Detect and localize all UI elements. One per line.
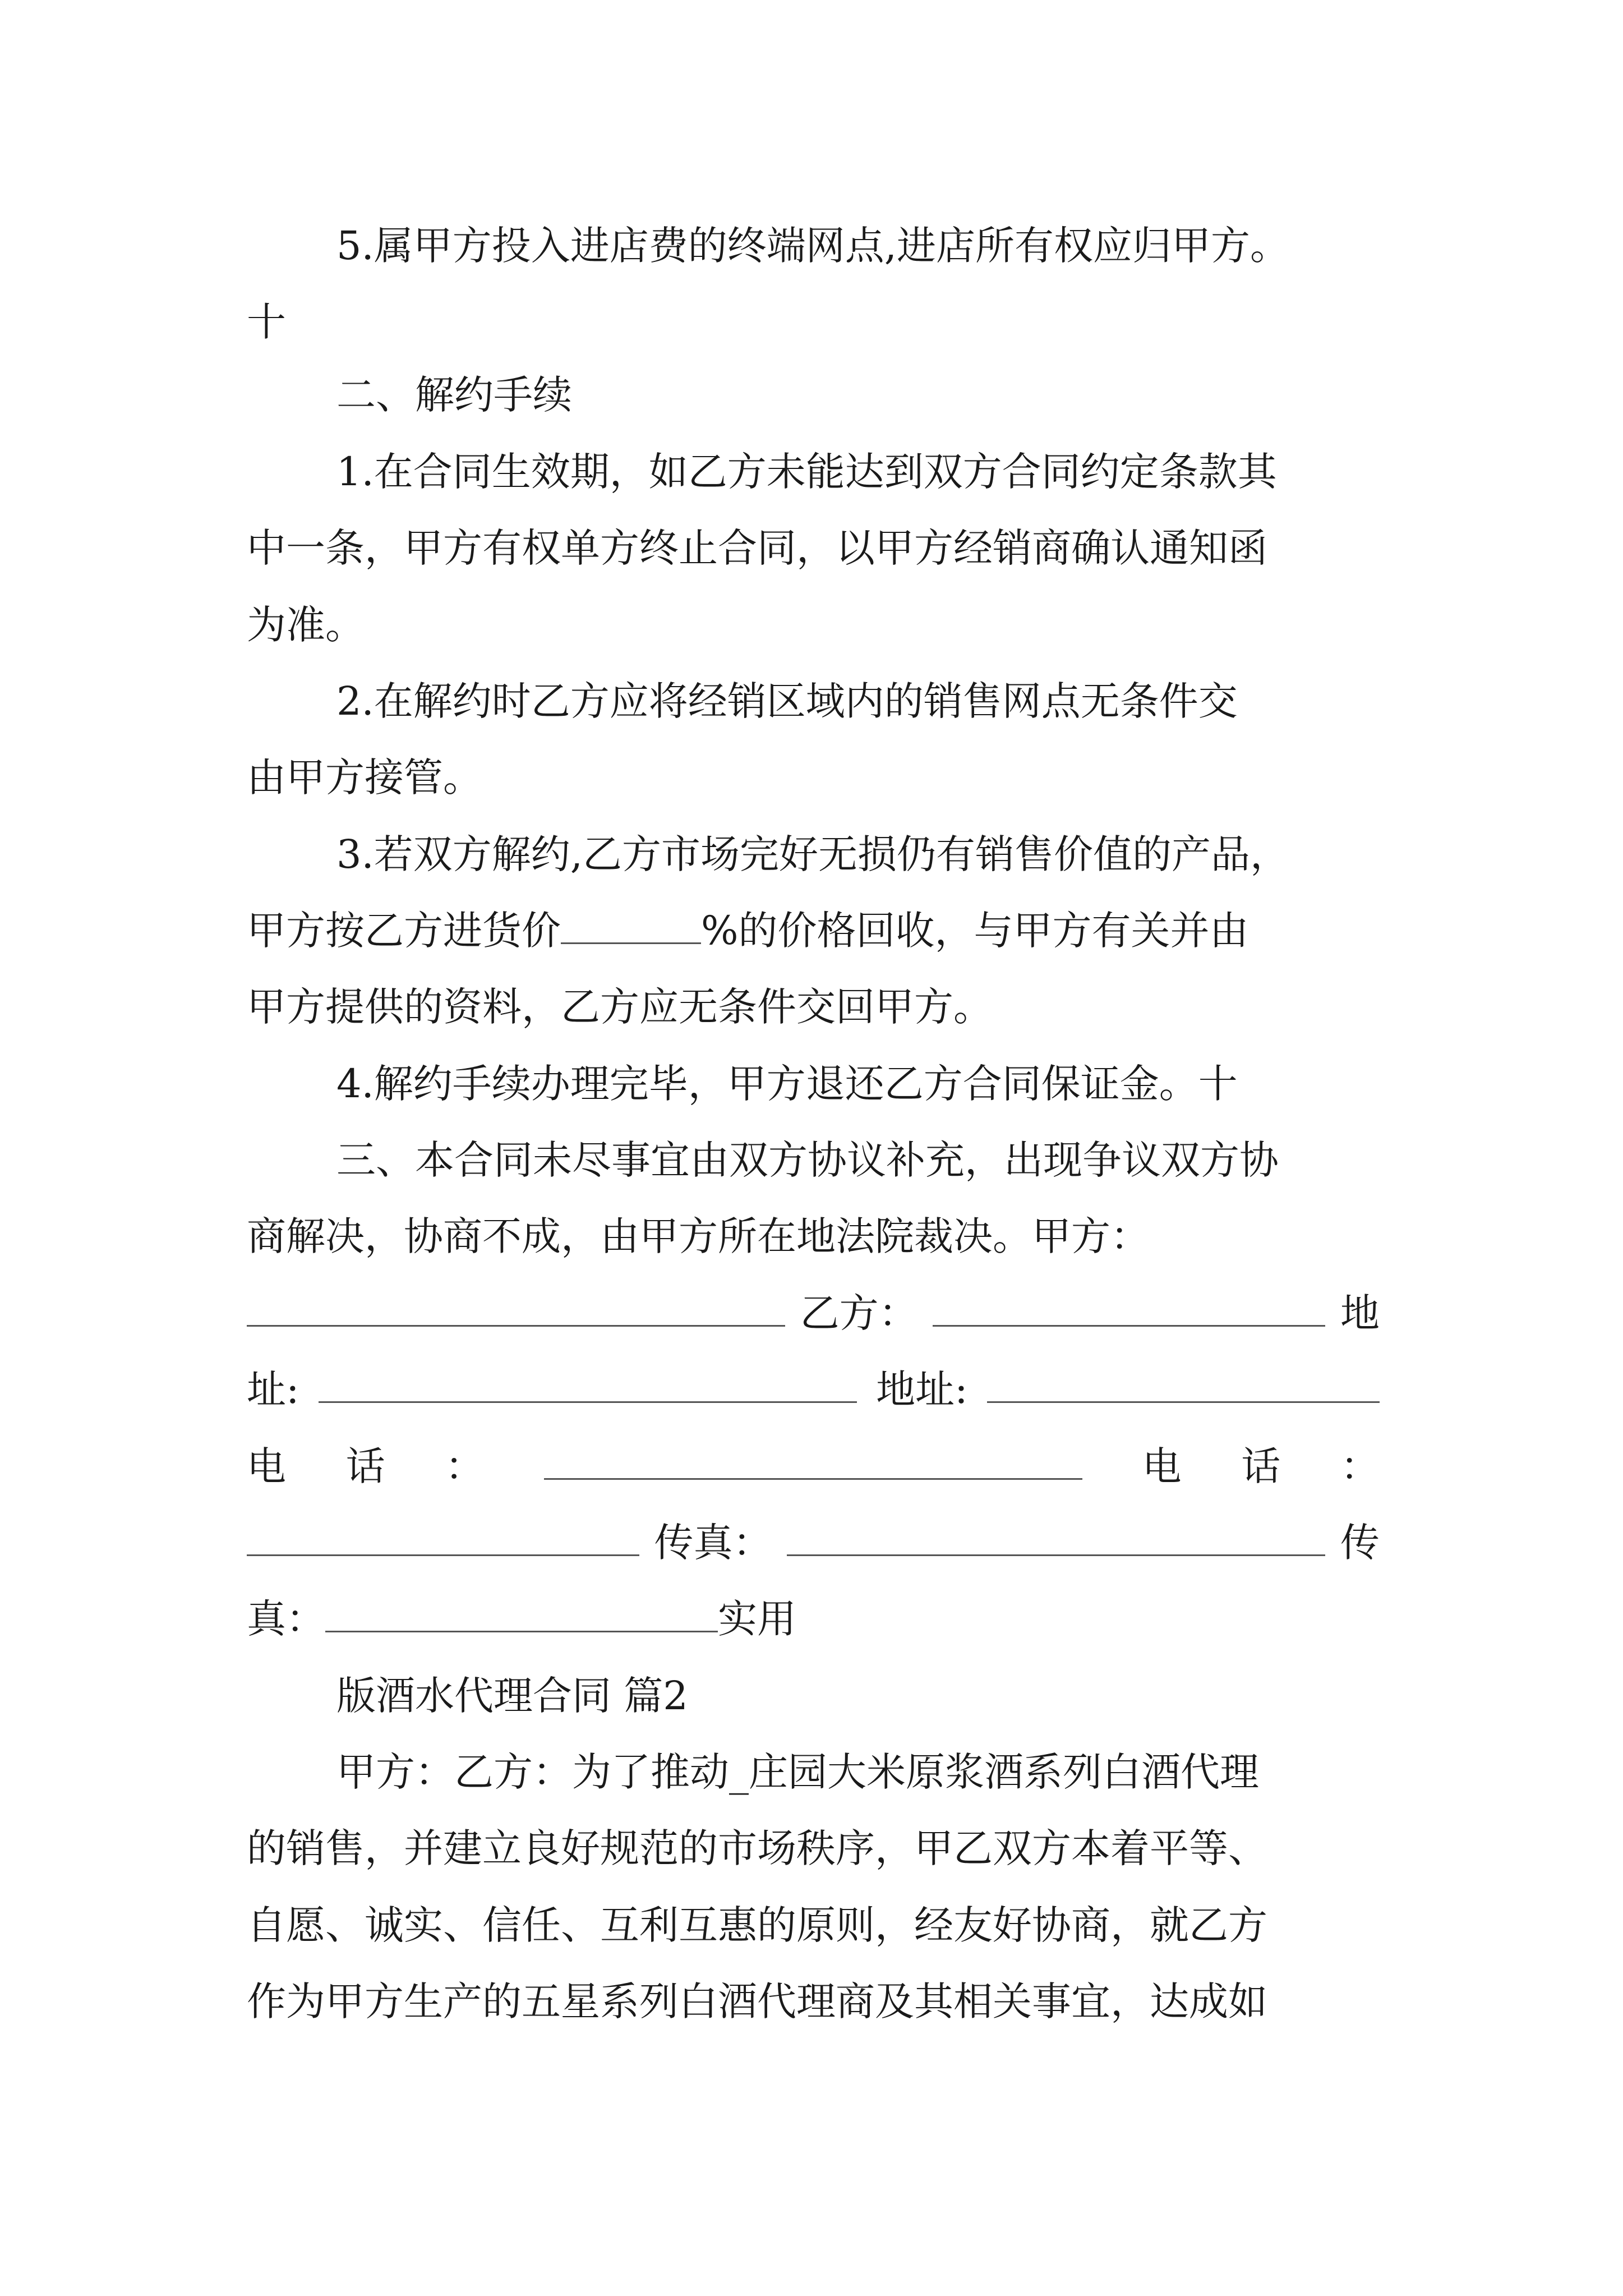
paragraph-line: 4.解约手续办理完毕，甲方退还乙方合同保证金。十 (336, 1061, 1238, 1107)
paragraph-line: 甲方提供的资料，乙方应无条件交回甲方。 (247, 984, 993, 1030)
party-b-blank (933, 1286, 1325, 1327)
paragraph-line: 十 (247, 299, 286, 345)
phone-b-blank (247, 1515, 639, 1556)
paragraph-line: 1.在合同生效期，如乙方未能达到双方合同约定条款其 (336, 449, 1277, 495)
paragraph-line: 甲方：乙方：为了推动_庄园大米原浆酒系列白酒代理 (336, 1749, 1259, 1795)
paragraph-line: 5.属甲方投入进店费的终端网点,进店所有权应归甲方。 (336, 223, 1290, 269)
address-b-blank (987, 1362, 1380, 1403)
signature-line-fax-b (247, 1581, 1380, 1657)
phone-label-a-1: 电 (247, 1443, 286, 1489)
address-label-start: 地 (1340, 1290, 1380, 1336)
paragraph-line: 2.在解约时乙方应将经销区域内的销售网点无条件交 (336, 678, 1238, 724)
address-label-end: 址: (247, 1366, 299, 1412)
price-line-suffix: %的价格回收，与甲方有关并由 (701, 908, 1249, 954)
price-line (247, 892, 1380, 969)
fax-a-blank (787, 1515, 1325, 1556)
paragraph-line: 的销售，并建立良好规范的市场秩序，甲乙双方本着平等、 (247, 1825, 1267, 1871)
phone-colon-b: ： (1340, 1443, 1380, 1489)
party-a-blank (247, 1286, 785, 1327)
practical-label: 实用 (718, 1596, 796, 1642)
fax-label-b-start: 传 (1340, 1520, 1380, 1566)
paragraph-line: 商解决，协商不成，由甲方所在地法院裁决。甲方： (247, 1213, 1150, 1259)
address-label-b: 地址: (876, 1366, 968, 1412)
phone-colon-a: ： (445, 1443, 485, 1489)
signature-line-party (247, 1275, 1380, 1351)
signature-line-address (247, 1351, 1380, 1428)
address-a-blank (319, 1362, 857, 1403)
paragraph-line: 为准。 (247, 602, 365, 648)
phone-label-b-2: 话 (1241, 1443, 1281, 1489)
price-line-prefix: 甲方按乙方进货价 (247, 908, 561, 954)
paragraph-line: 作为甲方生产的五星系列白酒代理商及其相关事宜，达成如 (247, 1978, 1267, 2024)
paragraph-line: 自愿、诚实、信任、互利互惠的原则，经友好协商，就乙方 (247, 1902, 1267, 1948)
signature-line-fax (247, 1504, 1380, 1581)
contract-title: 版酒水代理合同 篇2 (336, 1673, 688, 1719)
phone-a-blank (544, 1439, 1082, 1480)
phone-label-a-2: 话 (345, 1443, 385, 1489)
fax-label-a: 传真： (654, 1520, 772, 1566)
phone-label-b-1: 电 (1142, 1443, 1182, 1489)
percent-blank (561, 903, 701, 944)
section-heading: 二、解约手续 (336, 372, 572, 418)
signature-line-phone (247, 1428, 1380, 1504)
paragraph-line: 3.若双方解约,乙方市场完好无损仍有销售价值的产品， (336, 831, 1290, 877)
paragraph-line: 中一条，甲方有权单方终止合同，以甲方经销商确认通知函 (247, 525, 1267, 571)
party-b-label: 乙方： (800, 1290, 918, 1336)
paragraph-line: 三、本合同未尽事宜由双方协议补充，出现争议双方协 (336, 1137, 1279, 1183)
paragraph-line: 由甲方接管。 (247, 754, 482, 800)
fax-b-blank (325, 1591, 718, 1632)
fax-label-b-end: 真： (247, 1596, 325, 1642)
